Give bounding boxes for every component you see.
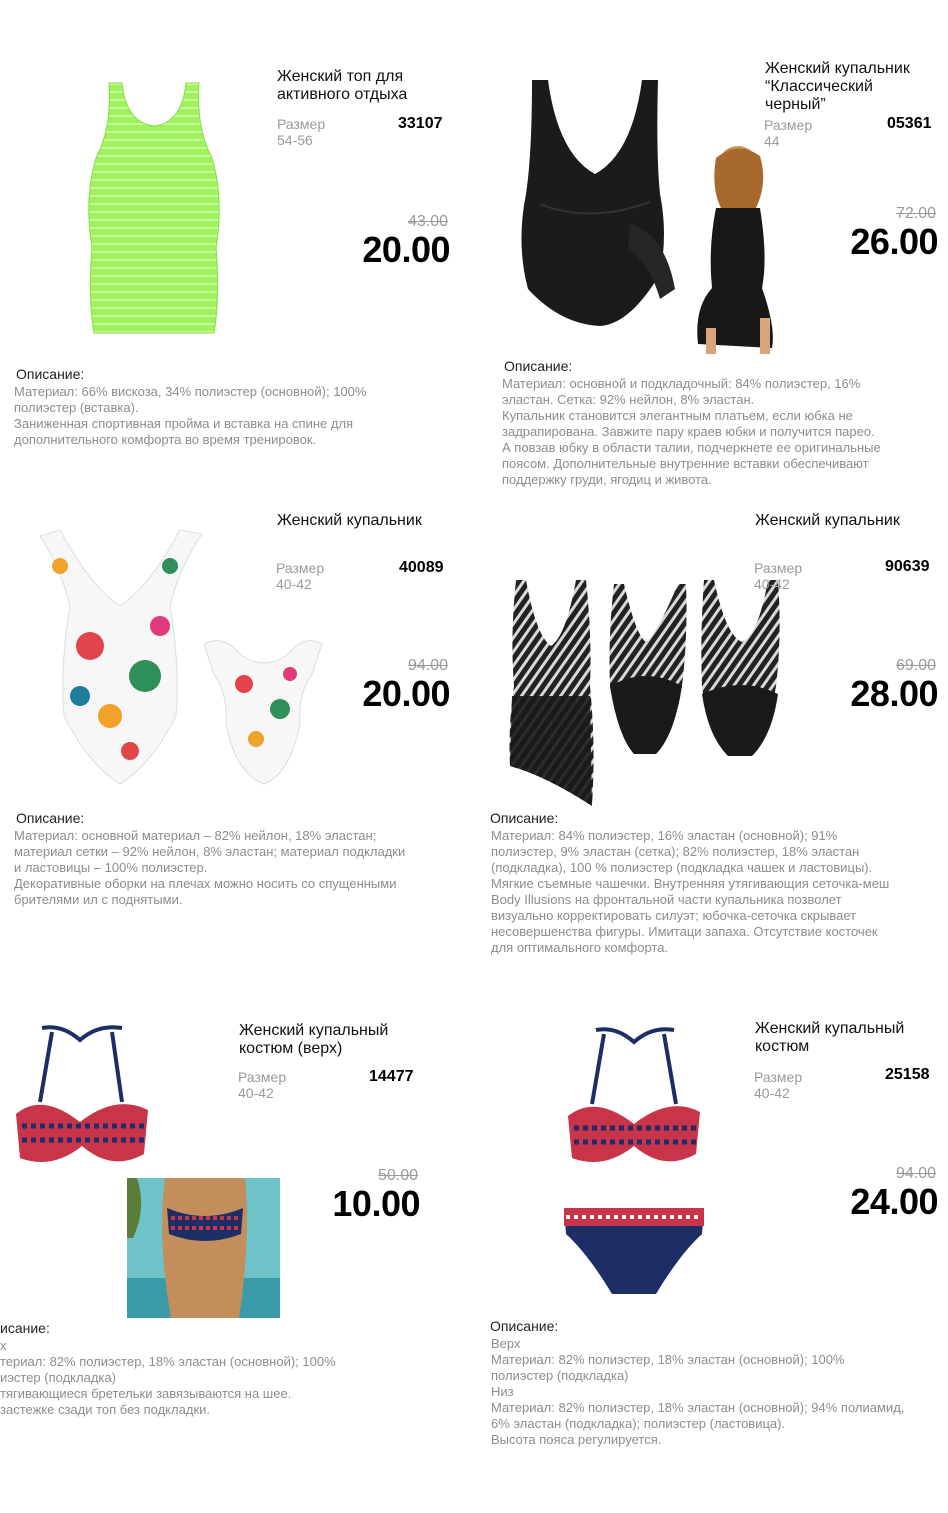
old-price: 72.00 [895, 205, 936, 222]
product-image-striped-swimsuits[interactable] [506, 576, 788, 808]
product-title: Женский купальный костюм [755, 1020, 905, 1055]
product-title: Женский купальник “Классический черный” [765, 60, 910, 113]
description-heading: Описание: [490, 810, 559, 826]
product-size: Размер 54-56 [277, 116, 326, 148]
old-price: 50.00 [377, 1167, 418, 1184]
description-text: х териал: 82% полиэстер, 18% эластан (основной); 100% иэстер (подкладка) тягивающиеся бретельки завязываются на шее. застежке сзади топ без подкладки. [0, 1338, 336, 1417]
product-title: Женский топ для активного отдыха [277, 68, 408, 103]
product-code: 90639 [885, 558, 930, 575]
product-code: 33107 [398, 115, 443, 132]
description-heading: Описание: [16, 810, 85, 826]
description-text: Материал: 66% вискоза, 34% полиэстер (основной); 100% полиэстер (вставка). Заниженная спортивная пройма и вставка на спине для дополнительного комфорта во время тренировок. [14, 384, 367, 447]
product-image-bikini-top[interactable] [12, 1022, 152, 1170]
description-text: Материал: основной материал – 82% нейлон, 18% эластан; материал сетки – 92% нейлон, 8% эластан; материал подкладки и ластовицы – 100% полиэстер. Декоративные оборки на плечах можно носить со спущенными брителями ил с поднятыми. [14, 828, 406, 907]
product-code: 05361 [887, 115, 932, 132]
product-code: 14477 [369, 1068, 414, 1085]
product-size: Размер 40-42 [276, 560, 325, 592]
product-code: 40089 [399, 559, 444, 576]
product-image-floral-swimsuit[interactable] [30, 526, 210, 788]
old-price: 94.00 [407, 657, 448, 674]
old-price: 43.00 [407, 213, 448, 230]
price: 28.00 [850, 673, 938, 714]
product-size: Размер 40-42 [238, 1069, 287, 1101]
price: 10.00 [332, 1183, 420, 1224]
product-title: Женский купальник [755, 512, 900, 529]
price: 24.00 [850, 1181, 938, 1222]
description-heading: Описание: [490, 1318, 559, 1334]
old-price: 69.00 [895, 657, 936, 674]
description-heading: Описание: [16, 366, 85, 382]
product-size: Размер 40-42 [754, 560, 803, 592]
product-image-bikini-set[interactable] [560, 1024, 706, 1298]
price: 26.00 [850, 221, 938, 262]
model-photo-bikini-top[interactable] [127, 1178, 280, 1318]
price: 20.00 [362, 229, 450, 270]
product-size: Размер 40-42 [754, 1069, 803, 1101]
product-image-sport-top[interactable] [74, 78, 234, 338]
price: 20.00 [362, 673, 450, 714]
product-title: Женский купальный костюм (верх) [239, 1022, 389, 1057]
product-title: Женский купальник [277, 512, 422, 529]
description-text: Материал: основной и подкладочный: 84% полиэстер, 16% эластан. Сетка: 92% нейлон, 8% эластан. Купальник становится элегантным платьем, если юбка не задрапирована. Завжите пару краев юбки и получится парео. А повзав юбку в области талии, подчеркнете ее оригинальные поясом. Дополнительные внутренние вставки обеспечивают поддержку груди, ягодиц и живота. [502, 376, 881, 487]
product-code: 25158 [885, 1066, 930, 1083]
description-text: Материал: 84% полиэстер, 16% эластан (основной); 91% полиэстер, 9% эластан (сетка); 82% полиэстер, 18% эластан (подкладка), 100 % полиэстер (подкладка чашек и ластовицы). Мягкие съемные чашечки. Внутренняя утягивающия сеточка-меш Body Illusions на фронтальной части купальника позволет визуально корректировать силуэт; юбочка-сеточка скрывает несовершенства фигуры. Имитаци запаха. Отсутствие косточек для оптимального комфорта. [491, 828, 890, 955]
description-heading: исание: [0, 1320, 50, 1336]
old-price: 94.00 [895, 1165, 936, 1182]
description-text: Верх Материал: 82% полиэстер, 18% эластан (основной); 100% полиэстер (подкладка) Низ Материал: 82% полиэстер, 18% эластан (основной); 94% полиамид, 6% эластан (подкладка); полиэстер (ластовица). Высота пояса регулируется. [491, 1336, 905, 1447]
product-image-black-swimsuit[interactable] [510, 74, 680, 334]
product-size: Размер 44 [764, 117, 813, 149]
description-heading: Описание: [504, 358, 573, 374]
